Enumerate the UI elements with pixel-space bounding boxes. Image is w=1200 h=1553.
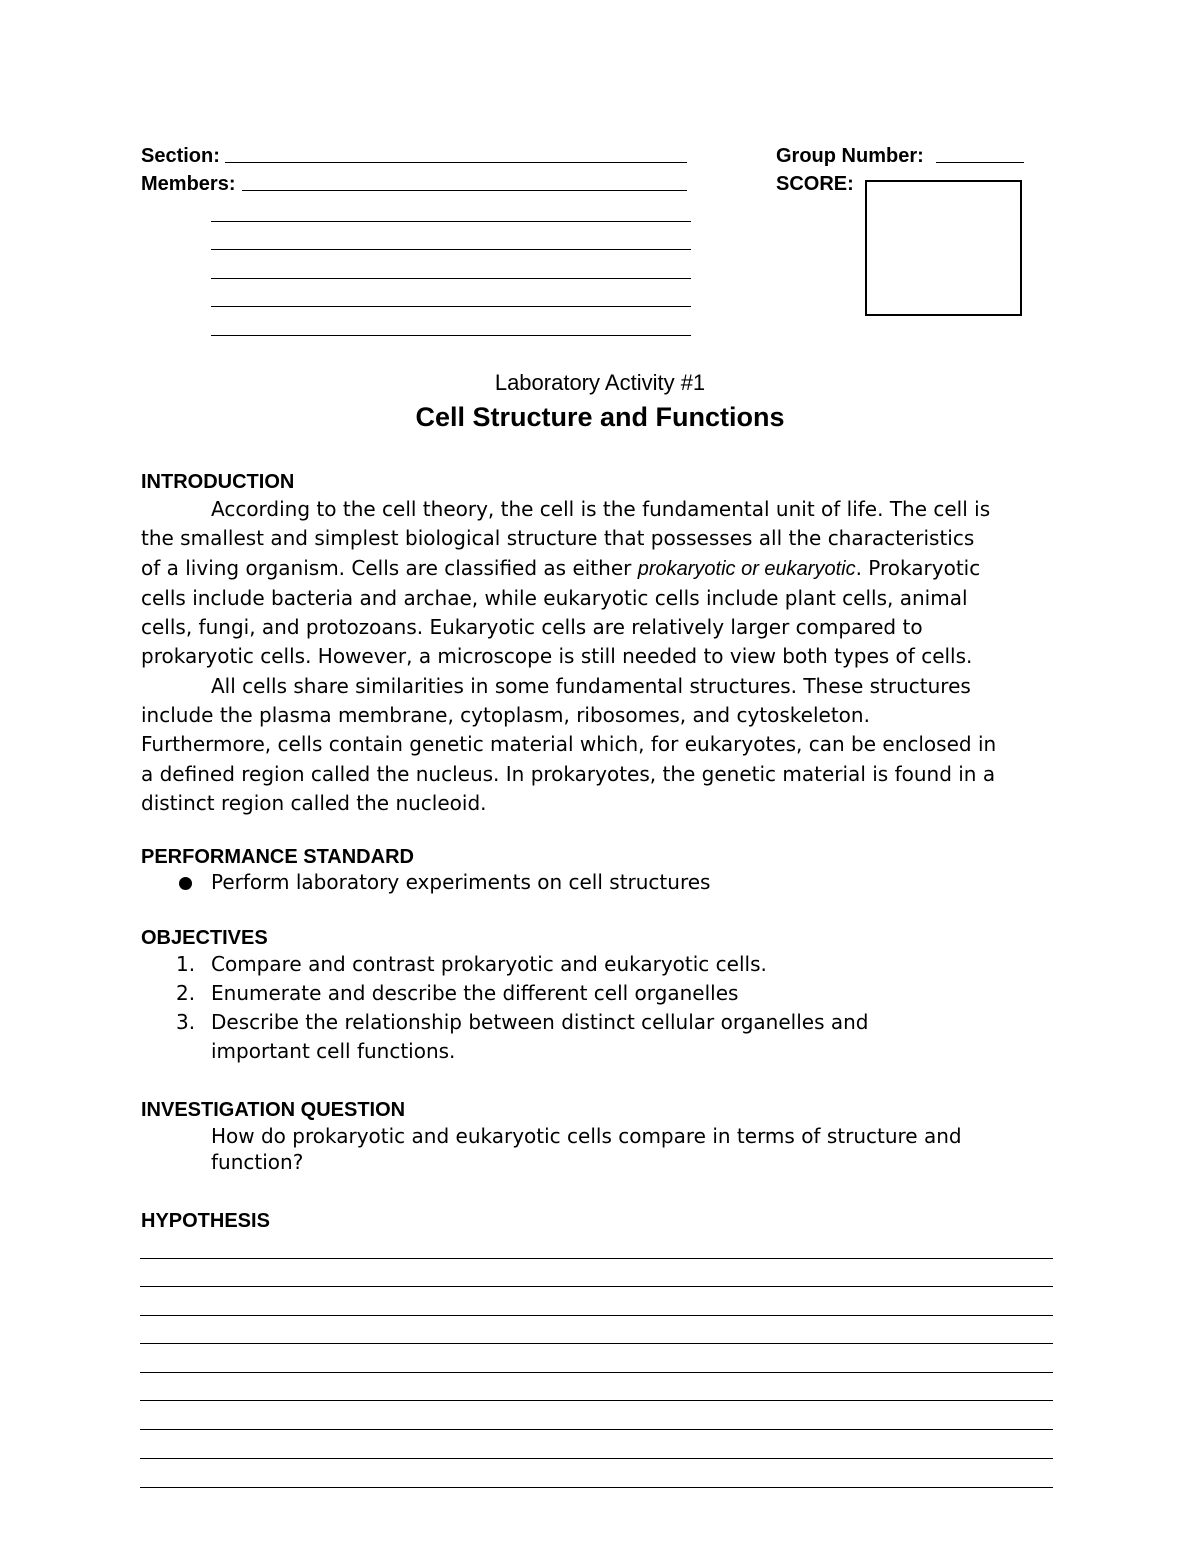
performance-standard-item: Perform laboratory experiments on cell structures — [211, 870, 711, 894]
score-label: SCORE: — [776, 173, 854, 195]
group-number-label: Group Number: — [776, 145, 924, 167]
intro-italic-terms: prokaryotic or eukaryotic — [637, 557, 856, 580]
members-field-3[interactable] — [211, 249, 691, 250]
members-field-1[interactable] — [242, 190, 687, 191]
hypothesis-answer-line[interactable] — [140, 1315, 1053, 1316]
objective-number: 3. — [176, 1010, 196, 1034]
investigation-question-heading: INVESTIGATION QUESTION — [141, 1099, 406, 1121]
group-number-field[interactable] — [936, 162, 1024, 163]
members-label: Members: — [141, 173, 236, 195]
objectives-heading: OBJECTIVES — [141, 927, 268, 949]
intro-line: the smallest and simplest biological structure that possesses all the characteristics — [141, 526, 975, 551]
investigation-question-line: How do prokaryotic and eukaryotic cells compare in terms of structure and — [211, 1124, 962, 1148]
hypothesis-answer-line[interactable] — [140, 1429, 1053, 1430]
hypothesis-answer-line[interactable] — [140, 1458, 1053, 1459]
objective-text-continued: important cell functions. — [211, 1039, 456, 1063]
members-field-4[interactable] — [211, 278, 691, 279]
introduction-body — [141, 495, 1081, 818]
intro-line: According to the cell theory, the cell is the fundamental unit of life. The cell is — [211, 497, 991, 521]
intro-line-end: . Prokaryotic — [855, 555, 981, 580]
objective-number: 1. — [176, 952, 196, 976]
hypothesis-answer-line[interactable] — [140, 1487, 1053, 1488]
activity-number: Laboratory Activity #1 — [494, 370, 706, 395]
performance-standard-heading: PERFORMANCE STANDARD — [141, 846, 414, 868]
objective-number: 2. — [176, 981, 196, 1005]
section-field[interactable] — [225, 162, 687, 163]
section-label: Section: — [141, 145, 220, 167]
intro-line: a defined region called the nucleus. In prokaryotes, the genetic material is found in a — [141, 761, 996, 786]
page-title: Cell Structure and Functions — [415, 402, 785, 432]
members-field-6[interactable] — [211, 335, 691, 336]
intro-line: cells, fungi, and protozoans. Eukaryotic cells are relatively larger compared to — [141, 615, 923, 640]
hypothesis-answer-line[interactable] — [140, 1286, 1053, 1287]
hypothesis-answer-line[interactable] — [140, 1372, 1053, 1373]
objective-text: Enumerate and describe the different cell organelles — [211, 981, 739, 1005]
intro-line: include the plasma membrane, cytoplasm, ribosomes, and cytoskeleton. — [141, 703, 870, 728]
bullet-icon — [179, 877, 192, 890]
intro-line-start: of a living organism. Cells are classified as either — [141, 555, 638, 580]
intro-line: Furthermore, cells contain genetic material which, for eukaryotes, can be enclosed in — [141, 732, 997, 757]
intro-line: prokaryotic cells. However, a microscope is still needed to view both types of cells. — [141, 644, 973, 669]
hypothesis-answer-line[interactable] — [140, 1400, 1053, 1401]
intro-line: distinct region called the nucleoid. — [141, 790, 487, 815]
objective-text: Describe the relationship between distinct cellular organelles and — [211, 1010, 869, 1034]
investigation-question-line: function? — [211, 1150, 304, 1174]
members-field-2[interactable] — [211, 221, 691, 222]
intro-line: cells include bacteria and archae, while eukaryotic cells include plant cells, animal — [141, 585, 968, 610]
members-field-5[interactable] — [211, 306, 691, 307]
intro-line — [141, 554, 1081, 584]
hypothesis-answer-line[interactable] — [140, 1258, 1053, 1259]
hypothesis-heading: HYPOTHESIS — [141, 1210, 270, 1232]
introduction-heading: INTRODUCTION — [141, 471, 295, 493]
score-box[interactable] — [865, 180, 1022, 316]
intro-line: All cells share similarities in some fundamental structures. These structures — [211, 673, 971, 698]
hypothesis-answer-line[interactable] — [140, 1343, 1053, 1344]
objective-text: Compare and contrast prokaryotic and eukaryotic cells. — [211, 952, 767, 976]
